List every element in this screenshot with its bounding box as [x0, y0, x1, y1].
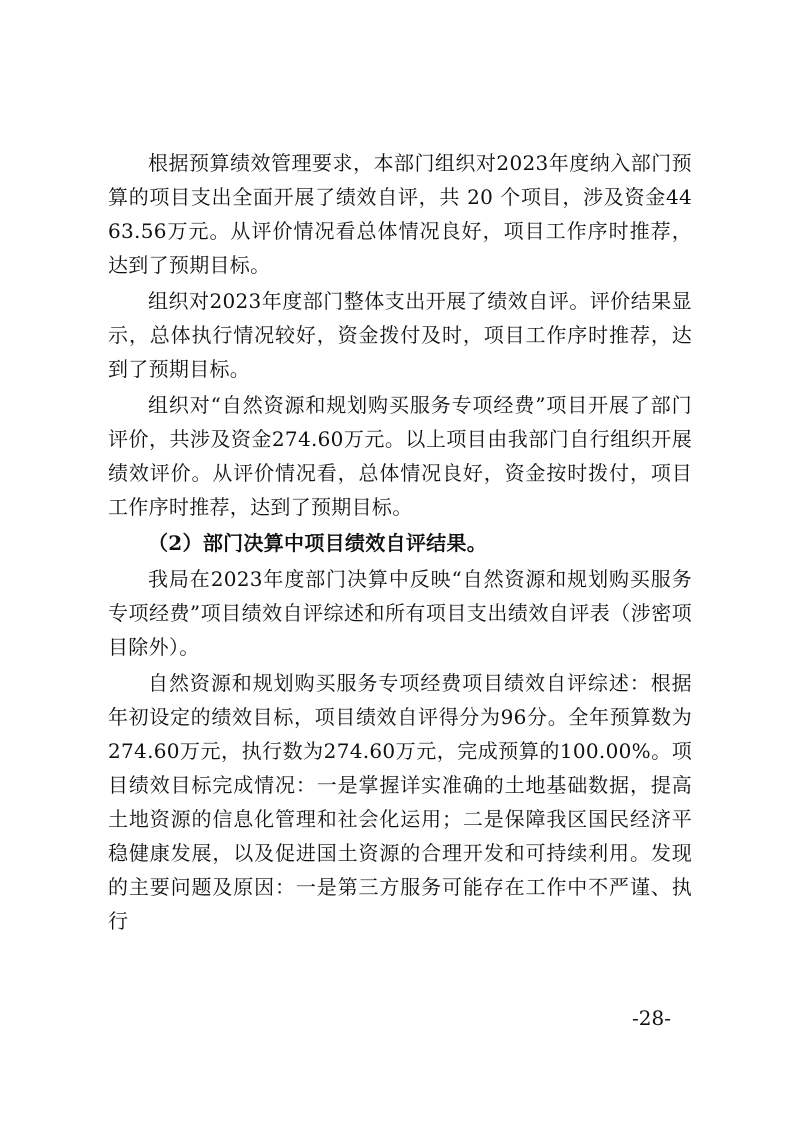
paragraph-overall-expenditure: 组织对2023年度部门整体支出开展了绩效自评。评价结果显示，总体执行情况较好，资金拨付及时，项目工作序时推荐，达到了预期目标。 [108, 289, 692, 381]
page-number: -28- [632, 1006, 671, 1030]
paragraph-project-summary: 自然资源和规划购买服务专项经费项目绩效自评综述：根据年初设定的绩效目标，项目绩效自评得分为96分。全年预算数为274.60万元，执行数为274.60万元，完成预算的100.00%。项目绩效目标完成情况：一是掌握详实准确的土地基础数据，提高土地资源的信息化管理和社会化运用；二是保障我区国民经济平稳健康发展，以及促进国土资源的合理开发和可持续利用。发现的主要问题及原因：一是第三方服务可能存在工作中不严谨、执行 [108, 671, 692, 933]
paragraph-department-evaluation: 组织对“自然资源和规划购买服务专项经费”项目开展了部门评价，共涉及资金274.60万元。以上项目由我部门自行组织开展绩效评价。从评价情况看，总体情况良好，资金按时拨付，项目工作序时推荐，达到了预期目标。 [108, 393, 692, 519]
paragraph-performance-requirements: 根据预算绩效管理要求，本部门组织对2023年度纳入部门预算的项目支出全面开展了绩效自评，共 20 个项目，涉及资金4463.56万元。从评价情况看总体情况良好，项目工作序时推荐，达到了预期目标。 [108, 151, 692, 277]
paragraph-final-accounts: 我局在2023年度部门决算中反映“自然资源和规划购买服务专项经费”项目绩效自评综述和所有项目支出绩效自评表（涉密项目除外）。 [108, 567, 692, 659]
section-heading: （2）部门决算中项目绩效自评结果。 [148, 531, 488, 555]
document-body [108, 146, 692, 938]
